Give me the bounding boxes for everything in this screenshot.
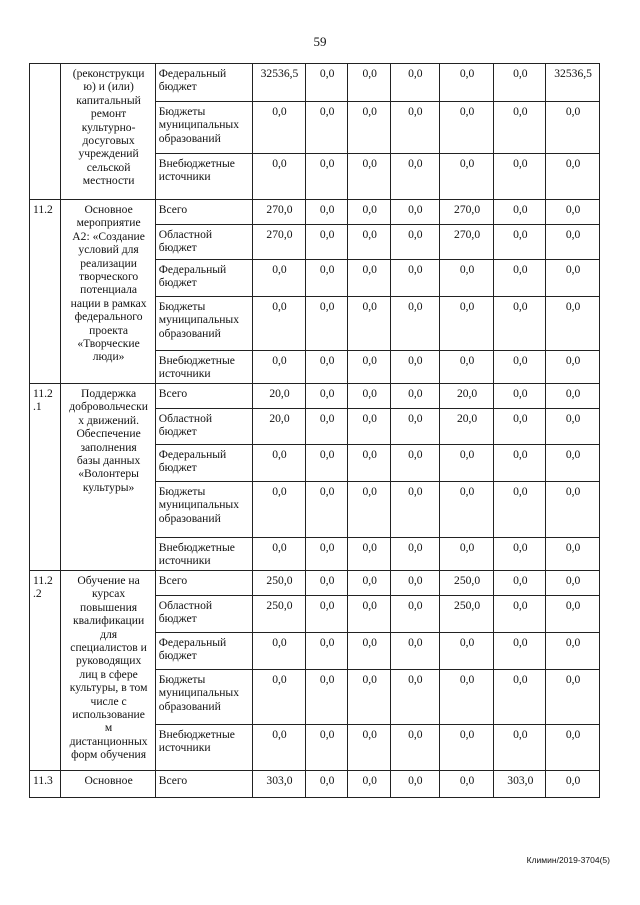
amount-cell: 0,0	[348, 102, 391, 154]
amount-cell: 0,0	[348, 771, 391, 798]
amount-cell: 250,0	[439, 571, 494, 596]
amount-cell: 0,0	[494, 409, 546, 445]
amount-cell: 0,0	[439, 351, 494, 384]
amount-cell: 20,0	[253, 384, 306, 409]
amount-cell: 0,0	[305, 102, 348, 154]
amount-cell: 0,0	[391, 771, 440, 798]
amount-cell: 0,0	[305, 225, 348, 260]
amount-cell: 0,0	[391, 538, 440, 571]
amount-cell: 0,0	[348, 538, 391, 571]
amount-cell: 20,0	[439, 384, 494, 409]
amount-cell: 0,0	[494, 725, 546, 771]
item-description: Основное	[61, 771, 155, 798]
amount-cell: 0,0	[253, 351, 306, 384]
funding-source: Федеральный бюджет	[155, 64, 252, 102]
amount-cell: 0,0	[439, 445, 494, 482]
amount-cell: 0,0	[494, 670, 546, 725]
amount-cell: 0,0	[439, 771, 494, 798]
amount-cell: 0,0	[391, 225, 440, 260]
amount-cell: 0,0	[439, 670, 494, 725]
item-number: 11.2 .1	[30, 384, 61, 571]
item-description: Обучение на курсах повышения квалификации для специалистов и руководящих лиц в сфере культуры, в том числе с использование м дистанционных форм обучения	[61, 571, 155, 771]
amount-cell: 0,0	[348, 297, 391, 351]
amount-cell: 0,0	[391, 351, 440, 384]
table-row	[30, 64, 600, 102]
amount-cell: 0,0	[391, 409, 440, 445]
amount-cell: 20,0	[253, 409, 306, 445]
amount-cell: 0,0	[546, 102, 600, 154]
amount-cell: 0,0	[391, 200, 440, 225]
amount-cell: 303,0	[253, 771, 306, 798]
amount-cell: 0,0	[494, 260, 546, 297]
amount-cell: 0,0	[546, 633, 600, 670]
amount-cell: 0,0	[391, 482, 440, 538]
amount-cell: 0,0	[348, 725, 391, 771]
amount-cell: 250,0	[253, 571, 306, 596]
amount-cell: 0,0	[305, 351, 348, 384]
amount-cell: 0,0	[391, 445, 440, 482]
amount-cell: 0,0	[439, 482, 494, 538]
amount-cell: 0,0	[391, 633, 440, 670]
amount-cell: 0,0	[348, 351, 391, 384]
amount-cell: 32536,5	[253, 64, 306, 102]
funding-source: Федеральный бюджет	[155, 633, 252, 670]
funding-source: Внебюджетные источники	[155, 538, 252, 571]
amount-cell: 20,0	[439, 409, 494, 445]
amount-cell: 0,0	[305, 200, 348, 225]
amount-cell: 0,0	[305, 771, 348, 798]
amount-cell: 0,0	[253, 297, 306, 351]
amount-cell: 0,0	[546, 771, 600, 798]
amount-cell: 0,0	[391, 596, 440, 633]
amount-cell: 0,0	[253, 102, 306, 154]
amount-cell: 0,0	[305, 260, 348, 297]
amount-cell: 0,0	[305, 64, 348, 102]
amount-cell: 0,0	[546, 225, 600, 260]
amount-cell: 0,0	[546, 571, 600, 596]
funding-source: Внебюджетные источники	[155, 725, 252, 771]
item-number: 11.3	[30, 771, 61, 798]
amount-cell: 0,0	[494, 633, 546, 670]
amount-cell: 0,0	[439, 64, 494, 102]
amount-cell: 0,0	[348, 260, 391, 297]
amount-cell: 270,0	[253, 225, 306, 260]
amount-cell: 0,0	[391, 670, 440, 725]
amount-cell: 0,0	[546, 351, 600, 384]
amount-cell: 0,0	[494, 225, 546, 260]
amount-cell: 0,0	[348, 670, 391, 725]
amount-cell: 270,0	[439, 200, 494, 225]
amount-cell: 0,0	[348, 596, 391, 633]
amount-cell: 0,0	[253, 260, 306, 297]
amount-cell: 250,0	[253, 596, 306, 633]
funding-source: Областной бюджет	[155, 409, 252, 445]
amount-cell: 0,0	[439, 725, 494, 771]
amount-cell: 0,0	[253, 154, 306, 200]
amount-cell: 0,0	[546, 260, 600, 297]
amount-cell: 0,0	[494, 64, 546, 102]
amount-cell: 0,0	[253, 538, 306, 571]
amount-cell: 0,0	[305, 725, 348, 771]
amount-cell: 0,0	[546, 154, 600, 200]
amount-cell: 0,0	[546, 445, 600, 482]
funding-source: Областной бюджет	[155, 225, 252, 260]
table-row	[30, 200, 600, 225]
amount-cell: 0,0	[305, 154, 348, 200]
amount-cell: 0,0	[494, 102, 546, 154]
amount-cell: 0,0	[305, 409, 348, 445]
document-footer-code: Климин/2019-3704(5)	[526, 855, 610, 865]
amount-cell: 0,0	[305, 384, 348, 409]
amount-cell: 270,0	[253, 200, 306, 225]
amount-cell: 32536,5	[546, 64, 600, 102]
budget-table	[29, 63, 600, 798]
funding-source: Бюджеты муниципальных образований	[155, 297, 252, 351]
amount-cell: 0,0	[348, 445, 391, 482]
funding-source: Бюджеты муниципальных образований	[155, 670, 252, 725]
amount-cell: 0,0	[391, 384, 440, 409]
funding-source: Внебюджетные источники	[155, 154, 252, 200]
table-row	[30, 384, 600, 409]
amount-cell: 0,0	[305, 571, 348, 596]
amount-cell: 0,0	[305, 538, 348, 571]
amount-cell: 0,0	[348, 154, 391, 200]
amount-cell: 0,0	[494, 538, 546, 571]
funding-source: Бюджеты муниципальных образований	[155, 102, 252, 154]
table-row	[30, 571, 600, 596]
amount-cell: 0,0	[253, 670, 306, 725]
amount-cell: 0,0	[305, 670, 348, 725]
amount-cell: 0,0	[391, 154, 440, 200]
amount-cell: 0,0	[305, 596, 348, 633]
amount-cell: 0,0	[391, 64, 440, 102]
amount-cell: 0,0	[494, 482, 546, 538]
amount-cell: 0,0	[348, 409, 391, 445]
amount-cell: 250,0	[439, 596, 494, 633]
amount-cell: 0,0	[391, 571, 440, 596]
amount-cell: 0,0	[305, 297, 348, 351]
amount-cell: 0,0	[494, 384, 546, 409]
funding-source: Федеральный бюджет	[155, 445, 252, 482]
table-row	[30, 771, 600, 798]
amount-cell: 0,0	[391, 725, 440, 771]
amount-cell: 0,0	[494, 445, 546, 482]
amount-cell: 0,0	[348, 482, 391, 538]
funding-source: Всего	[155, 384, 252, 409]
amount-cell: 0,0	[348, 384, 391, 409]
amount-cell: 0,0	[439, 538, 494, 571]
amount-cell: 0,0	[439, 297, 494, 351]
item-number	[30, 64, 61, 200]
amount-cell: 0,0	[305, 445, 348, 482]
amount-cell: 0,0	[546, 482, 600, 538]
funding-source: Всего	[155, 571, 252, 596]
amount-cell: 0,0	[439, 102, 494, 154]
amount-cell: 0,0	[494, 596, 546, 633]
amount-cell: 0,0	[348, 571, 391, 596]
item-description: Поддержка добровольчески х движений. Обеспечение заполнения базы данных «Волонтеры культуры»	[61, 384, 155, 571]
amount-cell: 0,0	[348, 225, 391, 260]
amount-cell: 0,0	[546, 538, 600, 571]
amount-cell: 0,0	[253, 633, 306, 670]
item-number: 11.2	[30, 200, 61, 384]
funding-source: Всего	[155, 771, 252, 798]
amount-cell: 0,0	[546, 596, 600, 633]
item-description: Основное мероприятие А2: «Создание условий для реализации творческого потенциала нации в рамках федерального проекта «Творческие люди»	[61, 200, 155, 384]
amount-cell: 0,0	[494, 351, 546, 384]
item-number: 11.2 .2	[30, 571, 61, 771]
amount-cell: 0,0	[439, 154, 494, 200]
amount-cell: 0,0	[305, 482, 348, 538]
amount-cell: 0,0	[546, 297, 600, 351]
funding-source: Внебюджетные источники	[155, 351, 252, 384]
amount-cell: 0,0	[439, 260, 494, 297]
amount-cell: 0,0	[348, 200, 391, 225]
amount-cell: 0,0	[253, 482, 306, 538]
amount-cell: 0,0	[391, 102, 440, 154]
amount-cell: 0,0	[494, 154, 546, 200]
funding-source: Бюджеты муниципальных образований	[155, 482, 252, 538]
amount-cell: 0,0	[494, 200, 546, 225]
amount-cell: 0,0	[546, 725, 600, 771]
item-description: (реконструкци ю) и (или) капитальный ремонт культурно- досуговых учреждений сельской местности	[61, 64, 155, 200]
amount-cell: 0,0	[439, 633, 494, 670]
amount-cell: 0,0	[546, 670, 600, 725]
amount-cell: 0,0	[391, 297, 440, 351]
amount-cell: 0,0	[305, 633, 348, 670]
amount-cell: 0,0	[494, 571, 546, 596]
amount-cell: 270,0	[439, 225, 494, 260]
amount-cell: 0,0	[348, 633, 391, 670]
funding-source: Областной бюджет	[155, 596, 252, 633]
amount-cell: 0,0	[348, 64, 391, 102]
funding-source: Всего	[155, 200, 252, 225]
amount-cell: 0,0	[546, 200, 600, 225]
amount-cell: 0,0	[253, 725, 306, 771]
amount-cell: 0,0	[546, 409, 600, 445]
amount-cell: 0,0	[494, 297, 546, 351]
amount-cell: 0,0	[391, 260, 440, 297]
funding-source: Федеральный бюджет	[155, 260, 252, 297]
page-number: 59	[313, 34, 327, 49]
amount-cell: 303,0	[494, 771, 546, 798]
amount-cell: 0,0	[546, 384, 600, 409]
amount-cell: 0,0	[253, 445, 306, 482]
